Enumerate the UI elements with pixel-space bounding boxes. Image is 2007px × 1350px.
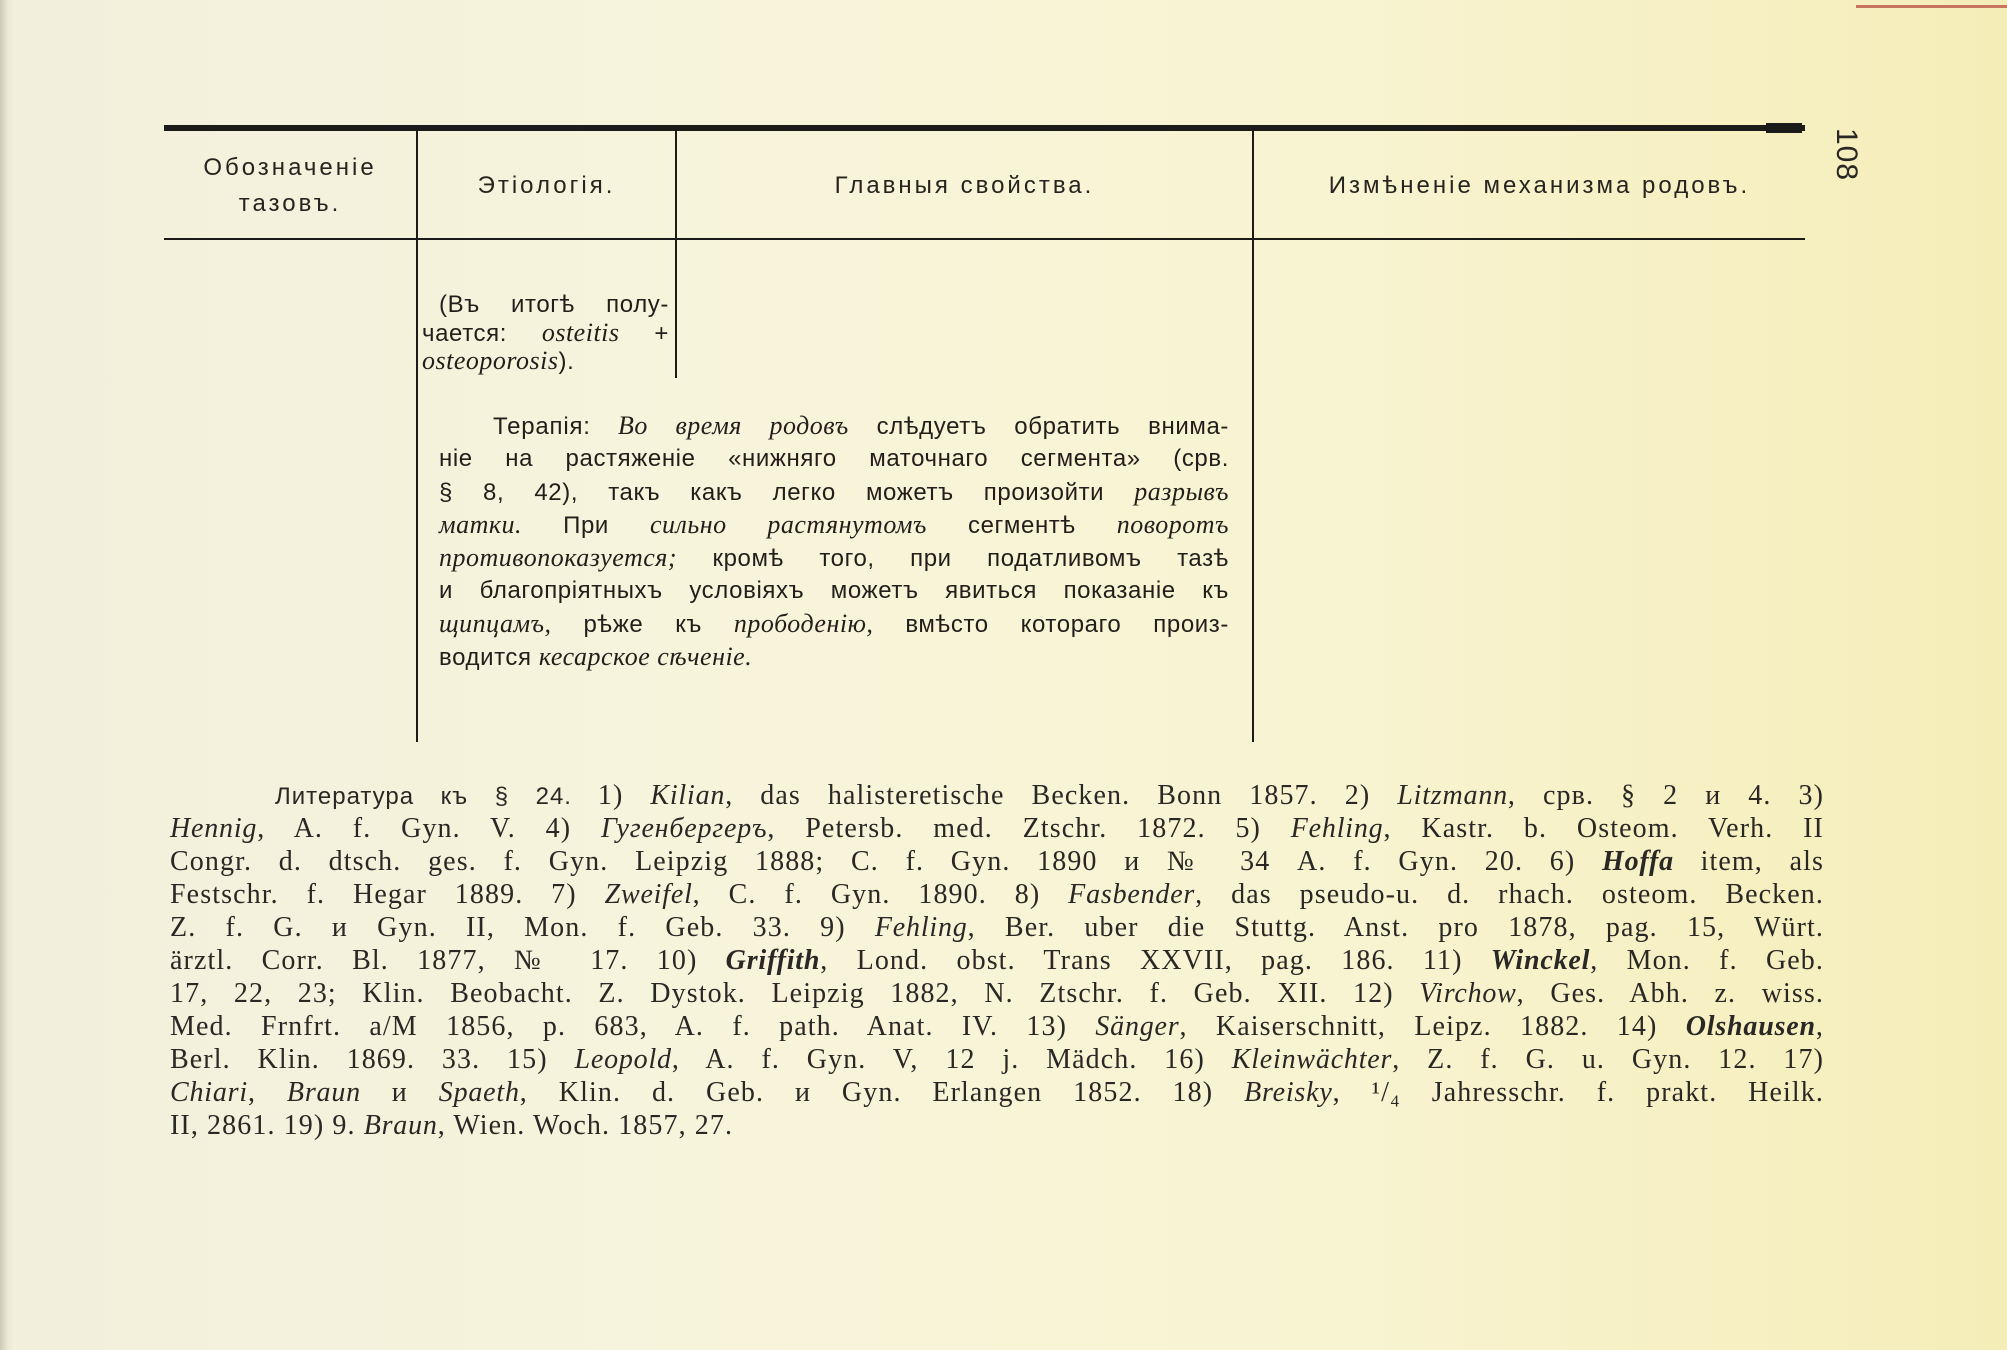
- reference-text: item, als: [1673, 846, 1825, 877]
- reference-text: Festschr. f. Hegar 1889. 7): [170, 879, 605, 910]
- etiology-note: [422, 291, 669, 375]
- header-main-properties: [677, 133, 1252, 238]
- header-etiology: [418, 133, 675, 238]
- header-pelvis-designation: [164, 133, 416, 238]
- reference-text: , Wien. Woch. 1857, 27.: [437, 1110, 734, 1141]
- literature-paragraph: [170, 779, 1824, 1142]
- author-name: Kleinwächter: [1231, 1044, 1393, 1075]
- therapy-text: ніе на растяженіе «нижняго маточнаго сегмента» (срв.: [439, 445, 1229, 472]
- therapy-line: [439, 541, 1229, 574]
- author-name: Hoffa: [1602, 846, 1674, 877]
- therapy-paragraph: [439, 409, 1229, 673]
- literature-line: [170, 944, 1824, 977]
- header-text: Измѣненіе механизма родовъ.: [1328, 171, 1751, 199]
- table-top-rule: [164, 125, 1805, 131]
- reference-text: , A. f. Gyn. V. 4): [257, 813, 601, 844]
- therapy-emphasis: сильно растянутомъ: [649, 510, 927, 539]
- etiology-note-line: [422, 291, 669, 319]
- reference-text: Z. f. G. и Gyn. II, Mon. f. Geb. 33. 9): [170, 912, 875, 943]
- therapy-emphasis: матки.: [439, 510, 523, 539]
- reference-text: ärztl. Corr. Bl. 1877, № 17. 10): [170, 945, 726, 976]
- literature-line: [170, 1043, 1824, 1076]
- page-edge-mark: [1856, 5, 2007, 8]
- reference-text: ,: [247, 1077, 287, 1108]
- etiology-note-text: (Въ итогѣ полу-: [439, 291, 669, 318]
- reference-text: , Lond. obst. Trans XXVII, pag. 186. 11): [820, 945, 1491, 976]
- reference-text: , das halisteretische Becken. Bonn 1857. 2): [725, 780, 1398, 811]
- literature-line: [170, 977, 1824, 1010]
- latin-term: osteitis: [541, 318, 620, 347]
- author-name: Braun: [286, 1077, 361, 1108]
- reference-text: Berl. Klin. 1869. 33. 15): [170, 1044, 575, 1075]
- reference-text: , срв. § 2 и 4. 3): [1507, 780, 1825, 811]
- page-number: 108: [1830, 128, 1863, 182]
- reference-text: 1): [597, 780, 651, 811]
- author-name: Litzmann: [1397, 780, 1508, 811]
- reference-text: , Klin. d. Geb. и Gyn. Erlangen 1852. 18): [519, 1077, 1245, 1108]
- header-labor-mechanism-change: [1274, 133, 1805, 238]
- therapy-emphasis: разрывъ: [1134, 477, 1229, 506]
- literature-line: [170, 812, 1824, 845]
- therapy-line: [439, 574, 1229, 607]
- reference-text: 17, 22, 23; Klin. Beobacht. Z. Dystok. Leipzig 1882, N. Ztschr. f. Geb. XII. 12): [170, 978, 1420, 1009]
- therapy-emphasis: щипцамъ,: [439, 609, 552, 638]
- reference-text: , A. f. Gyn. V, 12 j. Mädch. 16): [671, 1044, 1232, 1075]
- etiology-note-text: ).: [558, 348, 575, 375]
- therapy-text: При: [522, 512, 650, 539]
- therapy-text: кромѣ того, при податливомъ тазѣ: [677, 545, 1229, 572]
- therapy-label: Терапія:: [493, 413, 591, 440]
- header-text: тазовъ.: [238, 189, 342, 217]
- table-top-rule-end: [1766, 123, 1802, 133]
- reference-text: , Kaiserschnitt, Leipz. 1882. 14): [1179, 1011, 1686, 1042]
- reference-text: , Ges. Abh. z. wiss.: [1516, 978, 1824, 1009]
- author-name: Winckel: [1490, 945, 1591, 976]
- therapy-line: [439, 409, 1229, 442]
- author-name: Griffith: [725, 945, 821, 976]
- header-text: Главныя свойства.: [834, 171, 1095, 199]
- author-name: Virchow: [1419, 978, 1517, 1009]
- therapy-emphasis: Во время родовъ: [618, 411, 849, 440]
- literature-line: [170, 845, 1824, 878]
- author-name: Hennig: [170, 813, 258, 844]
- reference-text: , Z. f. G. u. Gyn. 12. 17): [1392, 1044, 1825, 1075]
- reference-text: Congr. d. dtsch. ges. f. Gyn. Leipzig 1888; C. f. Gyn. 1890 и № 34 A. f. Gyn. 20. 6): [170, 846, 1602, 877]
- reference-text: , C. f. Gyn. 1890. 8): [692, 879, 1069, 910]
- page-gutter-shadow: [0, 0, 7, 1350]
- header-text: Этіологія.: [477, 171, 616, 199]
- therapy-text: водится: [439, 644, 539, 671]
- etiology-note-text: чается:: [422, 320, 542, 347]
- author-name: Zweifel: [604, 879, 693, 910]
- author-name: Breisky: [1244, 1077, 1333, 1108]
- author-name: Kilian: [650, 780, 726, 811]
- therapy-text: вмѣсто котораго произ-: [873, 611, 1229, 638]
- therapy-line: [439, 442, 1229, 475]
- therapy-emphasis: кесарское сѣченіе.: [538, 642, 753, 671]
- therapy-text: слѣдуетъ обратить внима-: [848, 413, 1229, 440]
- therapy-text: рѣже къ: [551, 611, 734, 638]
- author-name: Leopold: [574, 1044, 672, 1075]
- author-name: Braun: [363, 1110, 438, 1141]
- reference-text: , Kastr. b. Osteom. Verh. II: [1383, 813, 1824, 844]
- latin-term: osteoporosis: [422, 346, 559, 375]
- therapy-line: [439, 508, 1229, 541]
- reference-text: II, 2861. 19) 9.: [170, 1110, 364, 1141]
- literature-label: Литература къ § 24.: [275, 783, 572, 810]
- author-name: Chiari: [170, 1077, 248, 1108]
- header-text: Обозначеніе: [203, 153, 377, 181]
- etiology-note-line: [422, 347, 669, 375]
- literature-line: [170, 1109, 1824, 1142]
- reference-text: , ¹/₄ Jahresschr. f. prakt. Heilk.: [1332, 1077, 1824, 1108]
- author-name: Spaeth: [438, 1077, 520, 1108]
- reference-text: , Petersb. med. Ztschr. 1872. 5): [767, 813, 1291, 844]
- therapy-emphasis: поворотъ: [1116, 510, 1230, 539]
- therapy-emphasis: прободенію,: [733, 609, 874, 638]
- therapy-text: и благопріятныхъ условіяхъ можетъ явиться показаніе къ: [439, 577, 1229, 604]
- reference-text: ,: [1815, 1011, 1824, 1042]
- etiology-note-text: +: [619, 320, 669, 347]
- author-name: Гугенбергеръ: [600, 813, 768, 844]
- author-name: Fasbender: [1068, 879, 1196, 910]
- reference-text: , Mon. f. Geb.: [1590, 945, 1824, 976]
- therapy-emphasis: противопоказуется;: [439, 543, 677, 572]
- etiology-note-line: [422, 319, 669, 347]
- literature-line: [170, 878, 1824, 911]
- author-name: Olshausen: [1685, 1011, 1816, 1042]
- therapy-line: [439, 607, 1229, 640]
- table-header-rule: [164, 238, 1805, 240]
- literature-line: [170, 779, 1824, 812]
- therapy-text: сегментѣ: [926, 512, 1117, 539]
- literature-line: [170, 1076, 1824, 1109]
- literature-line: [170, 911, 1824, 944]
- reference-text: , Ber. uber die Stuttg. Anst. pro 1878, pag. 15, Würt.: [967, 912, 1824, 943]
- reference-text: , das pseudo-u. d. rhach. osteom. Becken.: [1195, 879, 1824, 910]
- reference-text: и: [360, 1077, 439, 1108]
- author-name: Sänger: [1095, 1011, 1180, 1042]
- author-name: Fehling: [1290, 813, 1384, 844]
- author-name: Fehling: [874, 912, 968, 943]
- therapy-line: [439, 475, 1229, 508]
- reference-text: Med. Frnfrt. a/M 1856, p. 683, A. f. path. Anat. IV. 13): [170, 1011, 1096, 1042]
- therapy-text: § 8, 42), такъ какъ легко можетъ произойти: [439, 479, 1135, 506]
- literature-line: [170, 1010, 1824, 1043]
- therapy-line: [439, 640, 1229, 673]
- column-divider: [1252, 131, 1254, 742]
